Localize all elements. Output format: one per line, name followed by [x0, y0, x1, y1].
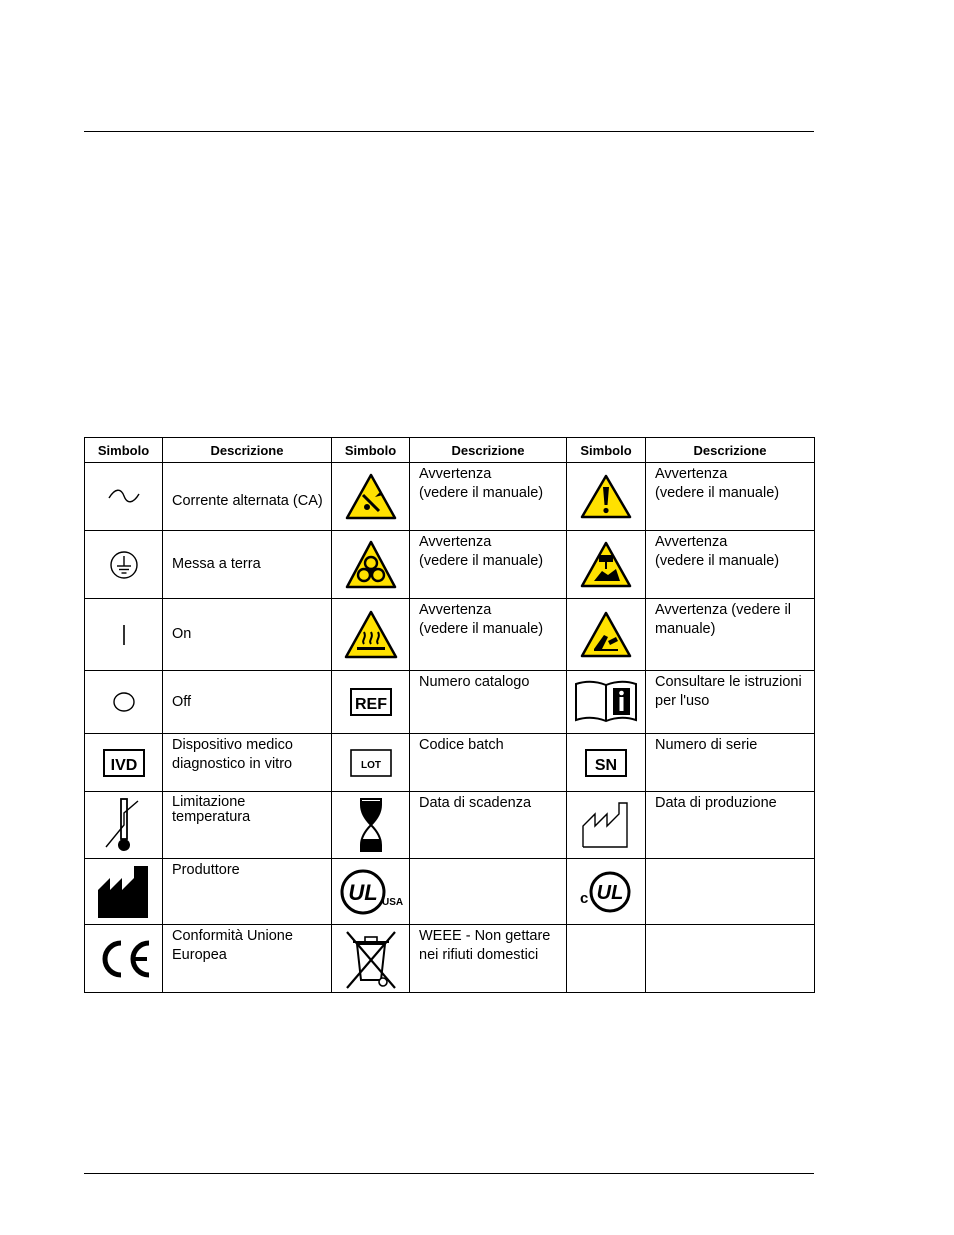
ce-mark-icon	[95, 937, 153, 981]
symbol-cell	[85, 859, 163, 925]
table-row	[85, 734, 815, 792]
warning-biohazard-icon	[345, 540, 397, 590]
description-cell: Avvertenza (vedere il manuale)	[646, 463, 815, 531]
svg-text:REF: REF	[354, 696, 387, 713]
description-cell: Limitazione temperatura	[163, 792, 332, 859]
symbol-cell	[567, 463, 646, 531]
symbol-cell	[332, 531, 410, 599]
symbol-cell	[567, 734, 646, 792]
symbol-cell	[332, 792, 410, 859]
symbols-table	[84, 437, 815, 993]
table-row	[85, 463, 815, 531]
column-header: Simbolo	[85, 438, 163, 463]
instructions-for-use-icon	[573, 678, 639, 726]
symbol-cell	[85, 734, 163, 792]
symbol-cell	[85, 671, 163, 734]
symbol-cell	[332, 859, 410, 925]
warning-general-icon	[580, 474, 632, 520]
protective-earth-icon	[109, 550, 139, 580]
alternating-current-icon	[107, 488, 141, 504]
description-cell: Avvertenza (vedere il manuale)	[410, 463, 567, 531]
description-cell: Data di scadenza	[410, 792, 567, 859]
column-header: Simbolo	[332, 438, 410, 463]
description-cell: Conformità Unione Europea	[163, 925, 332, 993]
table-row	[85, 792, 815, 859]
symbol-cell	[567, 599, 646, 671]
description-cell: Off	[163, 671, 332, 734]
column-header: Descrizione	[646, 438, 815, 463]
warning-sharp-object-icon	[345, 473, 397, 521]
table-row	[85, 925, 815, 993]
description-cell: Avvertenza (vedere il manuale)	[646, 531, 815, 599]
header-rule	[84, 131, 814, 132]
hourglass-expiry-icon	[357, 797, 385, 853]
symbol-cell	[332, 734, 410, 792]
description-cell: Messa a terra	[163, 531, 332, 599]
description-cell: Dispositivo medico diagnostico in vitro	[163, 734, 332, 792]
symbol-cell	[85, 792, 163, 859]
description-cell: Numero di serie	[646, 734, 815, 792]
symbol-cell	[567, 531, 646, 599]
description-cell	[646, 859, 815, 925]
description-cell: Corrente alternata (CA)	[163, 463, 332, 531]
footer-rule	[84, 1173, 814, 1174]
warning-crush-hazard-icon	[580, 541, 632, 589]
symbol-cell	[567, 859, 646, 925]
cul-mark-icon	[578, 867, 634, 917]
warning-hot-surface-icon	[344, 610, 398, 660]
table-row	[85, 599, 815, 671]
symbol-cell	[567, 792, 646, 859]
ul-usa-mark-icon	[339, 867, 403, 917]
description-cell: Consultare le istruzioni per l'uso	[646, 671, 815, 734]
description-cell: Produttore	[163, 859, 332, 925]
power-off-icon	[111, 691, 137, 713]
symbol-cell	[567, 925, 646, 993]
svg-text:UL: UL	[596, 881, 624, 904]
description-cell: Numero catalogo	[410, 671, 567, 734]
date-of-manufacture-icon	[580, 800, 632, 850]
symbol-cell	[85, 531, 163, 599]
column-header: Simbolo	[567, 438, 646, 463]
table-header-row	[85, 438, 815, 463]
lot-batch-icon	[349, 747, 393, 779]
description-cell: Avvertenza (vedere il manuale)	[410, 531, 567, 599]
description-cell: On	[163, 599, 332, 671]
table-row	[85, 859, 815, 925]
svg-text:c: c	[580, 889, 589, 907]
svg-text:UL: UL	[347, 879, 378, 905]
column-header: Descrizione	[410, 438, 567, 463]
column-header: Descrizione	[163, 438, 332, 463]
description-cell: Avvertenza (vedere il manuale)	[646, 599, 815, 671]
weee-bin-icon	[343, 928, 399, 990]
description-cell: Data di produzione	[646, 792, 815, 859]
power-on-icon	[119, 623, 129, 647]
description-cell	[410, 859, 567, 925]
serial-number-icon	[584, 747, 628, 779]
warning-pinch-hazard-icon	[580, 611, 632, 659]
symbol-cell	[567, 671, 646, 734]
manufacturer-icon	[96, 864, 152, 920]
symbol-cell	[85, 925, 163, 993]
description-cell: WEEE - Non gettare nei rifiuti domestici	[410, 925, 567, 993]
svg-text:SN: SN	[594, 756, 618, 774]
svg-text:IVD: IVD	[110, 756, 137, 774]
symbol-cell	[332, 463, 410, 531]
ref-catalog-icon	[349, 686, 393, 718]
table-row	[85, 671, 815, 734]
symbol-cell	[85, 599, 163, 671]
symbol-cell	[85, 463, 163, 531]
temperature-limit-icon	[104, 795, 144, 855]
description-cell: Codice batch	[410, 734, 567, 792]
symbol-cell	[332, 599, 410, 671]
symbol-cell	[332, 925, 410, 993]
table-row	[85, 531, 815, 599]
svg-text:USA: USA	[381, 896, 403, 908]
svg-text:LOT: LOT	[360, 759, 381, 771]
description-cell	[646, 925, 815, 993]
description-cell: Avvertenza (vedere il manuale)	[410, 599, 567, 671]
ivd-icon	[102, 747, 146, 779]
symbol-cell	[332, 671, 410, 734]
